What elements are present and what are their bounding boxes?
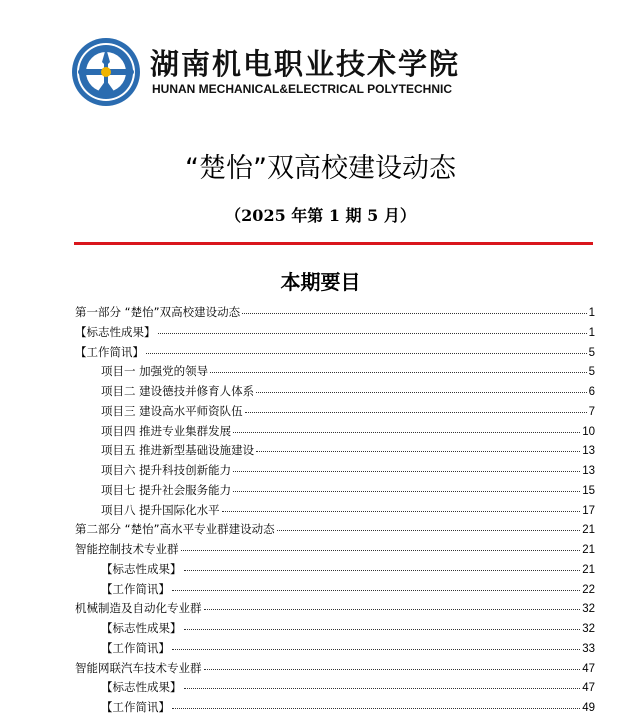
toc-entry[interactable] <box>75 363 595 383</box>
toc-leader-dots <box>172 582 580 591</box>
toc-entry[interactable] <box>75 561 595 581</box>
toc-entry-page: 5 <box>588 346 595 359</box>
toc-entry[interactable] <box>75 679 595 699</box>
toc-entry-page: 21 <box>582 563 595 576</box>
toc-entry-label: 项目四 推进专业集群发展 <box>101 423 232 438</box>
toc-leader-dots <box>210 364 586 373</box>
toc-leader-dots <box>233 463 580 472</box>
toc-leader-dots <box>172 700 580 709</box>
school-name-cn: 湖南机电职业技术学院 <box>150 47 461 81</box>
toc-leader-dots <box>242 305 587 314</box>
toc-leader-dots <box>158 325 587 334</box>
toc-entry[interactable] <box>75 581 595 601</box>
toc-entry-page: 7 <box>588 405 595 418</box>
toc-entry[interactable] <box>75 482 595 502</box>
issue-info: （2025 年第 1 期 5 月） <box>225 206 416 225</box>
toc-entry-page: 47 <box>582 662 595 675</box>
toc-entry-label: 项目三 建设高水平师资队伍 <box>101 403 243 418</box>
toc-entry-page: 22 <box>582 583 595 596</box>
toc-entry[interactable] <box>75 423 595 443</box>
toc-entry-page: 13 <box>582 445 595 458</box>
toc-entry-label: 项目五 推进新型基础设施建设 <box>101 443 255 458</box>
toc-entry-label: 智能网联汽车技术专业群 <box>75 660 202 675</box>
toc-entry-page: 13 <box>582 465 595 477</box>
toc-entry[interactable] <box>75 344 595 364</box>
toc-entry-page: 1 <box>588 326 595 339</box>
toc-leader-dots <box>204 601 581 610</box>
toc-leader-dots <box>184 680 581 689</box>
toc-leader-dots <box>256 443 580 452</box>
toc-entry[interactable] <box>75 640 595 660</box>
toc-entry-page: 1 <box>588 307 595 319</box>
toc-entry[interactable] <box>75 324 595 344</box>
toc-entry-label: 智能控制技术专业群 <box>75 542 179 556</box>
toc-entry-page: 5 <box>588 366 595 379</box>
toc-entry[interactable] <box>75 403 595 423</box>
toc-entry[interactable] <box>75 541 595 561</box>
toc-entry-label: 【标志性成果】 <box>101 561 182 576</box>
toc-leader-dots <box>233 483 580 492</box>
school-name-en: HUNAN MECHANICAL&ELECTRICAL POLYTECHNIC <box>152 82 453 96</box>
toc-leader-dots <box>172 641 580 650</box>
toc-leader-dots <box>256 384 586 393</box>
toc-entry-page: 49 <box>582 702 595 714</box>
toc-entry[interactable] <box>75 462 595 482</box>
toc-entry-page: 47 <box>582 682 595 695</box>
toc-leader-dots <box>146 345 587 354</box>
toc-leader-dots <box>222 503 581 512</box>
toc-entry-label: 项目六 提升科技创新能力 <box>101 463 232 477</box>
toc-leader-dots <box>184 562 581 571</box>
toc-entry[interactable] <box>75 620 595 640</box>
toc-entry[interactable] <box>75 660 595 680</box>
toc-entry-page: 32 <box>582 623 595 635</box>
toc-entry[interactable] <box>75 502 595 522</box>
toc-entry-label: 【工作简讯】 <box>101 700 170 714</box>
toc-entry[interactable] <box>75 521 595 541</box>
toc-entry-page: 15 <box>582 484 595 497</box>
toc-leader-dots <box>233 424 580 433</box>
toc-entry-label: 【标志性成果】 <box>101 621 182 635</box>
toc-entry-label: 【工作简讯】 <box>101 581 170 596</box>
toc-entry-label: 项目二 建设德技并修育人体系 <box>101 384 255 398</box>
toc-entry-page: 6 <box>588 386 595 398</box>
toc-leader-dots <box>181 542 581 551</box>
toc-entry-page: 10 <box>582 425 595 438</box>
toc-heading: 本期要目 <box>280 270 361 294</box>
toc-entry-label: 项目八 提升国际化水平 <box>101 502 220 517</box>
toc-entry-label: 【标志性成果】 <box>101 680 182 695</box>
school-emblem-icon <box>70 36 142 108</box>
toc-entry-label: 项目一 加强党的领导 <box>101 364 209 379</box>
toc-leader-dots <box>184 621 581 630</box>
toc-entry-label: 第二部分 “楚怡”高水平专业群建设动态 <box>75 522 275 537</box>
newsletter-title: “楚怡”双高校建设动态 <box>185 153 456 184</box>
toc-leader-dots <box>245 404 587 413</box>
toc-entry[interactable] <box>75 304 595 324</box>
toc-entry-label: 【工作简讯】 <box>75 344 144 359</box>
toc-leader-dots <box>277 522 581 531</box>
toc-entry-label: 【标志性成果】 <box>75 324 156 339</box>
title-divider <box>74 242 593 245</box>
toc-entry-page: 33 <box>582 642 595 655</box>
toc-entry-page: 21 <box>582 544 595 556</box>
toc-entry[interactable] <box>75 699 595 719</box>
toc-entry[interactable] <box>75 442 595 462</box>
toc-entry-label: 【工作简讯】 <box>101 640 170 655</box>
document-header <box>70 36 470 108</box>
toc-entry[interactable] <box>75 383 595 403</box>
toc-entry-page: 17 <box>582 504 595 517</box>
toc-entry-label: 机械制造及自动化专业群 <box>75 601 202 616</box>
toc-entry-page: 21 <box>582 524 595 537</box>
table-of-contents <box>75 304 595 719</box>
toc-entry-label: 第一部分 “楚怡”双高校建设动态 <box>75 305 241 319</box>
toc-entry-label: 项目七 提升社会服务能力 <box>101 482 232 497</box>
toc-leader-dots <box>204 661 581 670</box>
toc-entry-page: 32 <box>582 603 595 616</box>
toc-entry[interactable] <box>75 600 595 620</box>
